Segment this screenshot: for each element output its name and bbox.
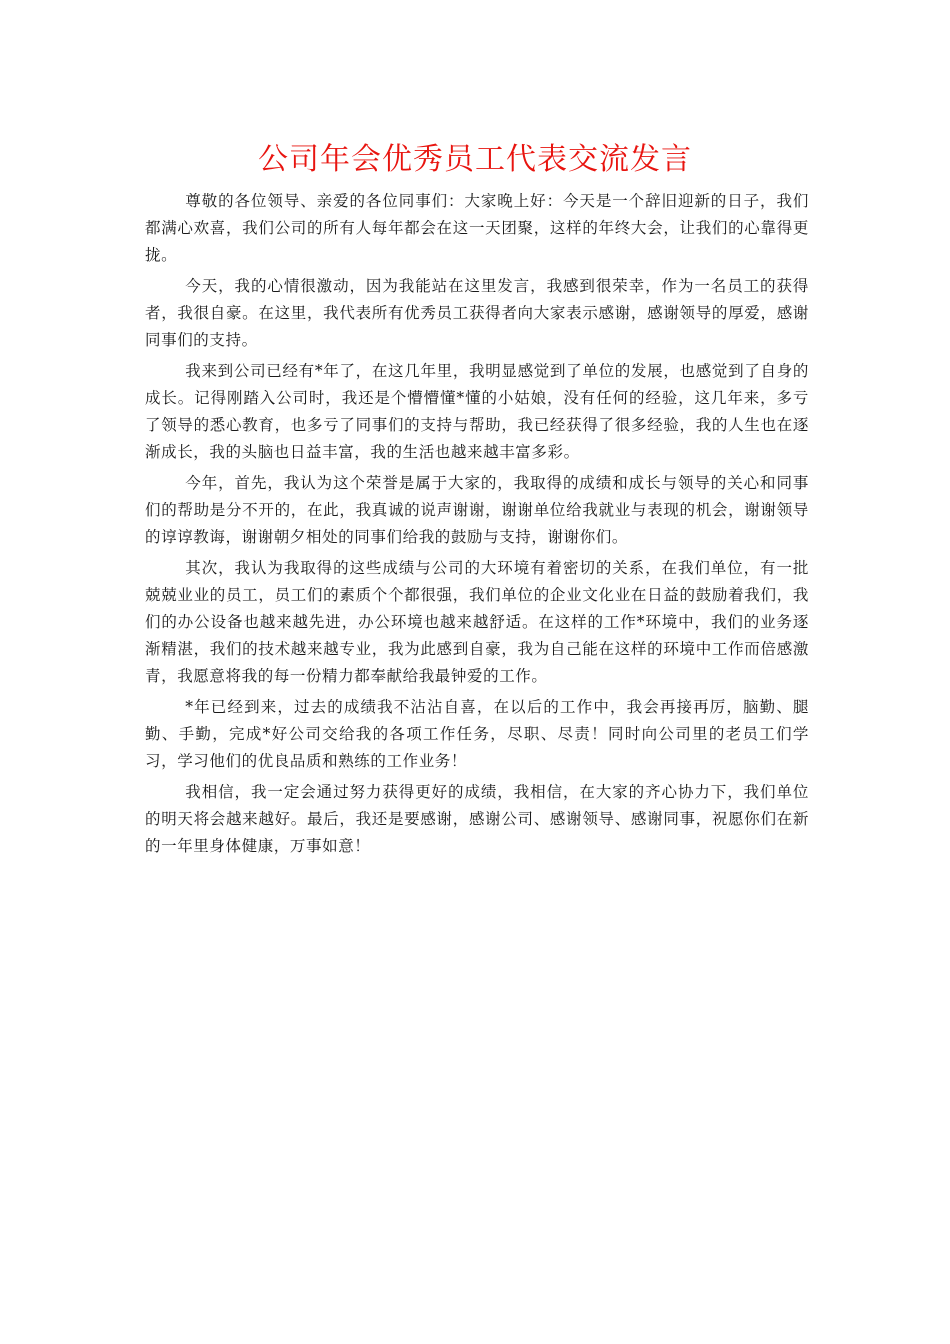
paragraph-4: 今年，首先，我认为这个荣誉是属于大家的，我取得的成绩和成长与领导的关心和同事们的帮助是分不开的，在此，我真诚的说声谢谢，谢谢单位给我就业与表现的机会，谢谢领导的谆谆教诲，谢谢朝夕相处的同事们给我的鼓励与支持，谢谢你们。: [145, 474, 809, 546]
document-body: [145, 188, 809, 864]
document-title: 公司年会优秀员工代表交流发言: [258, 142, 692, 177]
paragraph-6: *年已经到来，过去的成绩我不沾沾自喜，在以后的工作中，我会再接再厉，脑勤、腿勤、手勤，完成*好公司交给我的各项工作任务，尽职、尽责！同时向公司里的老员工们学习，学习他们的优良品质和熟练的工作业务！: [145, 698, 809, 770]
paragraph-2: 今天，我的心情很激动，因为我能站在这里发言，我感到很荣幸，作为一名员工的获得者，我很自豪。在这里，我代表所有优秀员工获得者向大家表示感谢，感谢领导的厚爱，感谢同事们的支持。: [145, 277, 809, 349]
paragraph-5: 其次，我认为我取得的这些成绩与公司的大环境有着密切的关系，在我们单位，有一批兢兢业业的员工，员工们的素质个个都很强，我们单位的企业文化业在日益的鼓励着我们，我们的办公设备也越来越先进，办公环境也越来越舒适。在这样的工作*环境中，我们的业务逐渐精湛，我们的技术越来越专业，我为此感到自豪，我为自己能在这样的环境中工作而倍感激青，我愿意将我的每一份精力都奉献给我最钟爱的工作。: [145, 559, 809, 685]
paragraph-3: 我来到公司已经有*年了，在这几年里，我明显感觉到了单位的发展，也感觉到了自身的成长。记得刚踏入公司时，我还是个懵懵懂*懂的小姑娘，没有任何的经验，这几年来，多亏了领导的悉心教育，也多亏了同事们的支持与帮助，我已经获得了很多经验，我的人生也在逐渐成长，我的头脑也日益丰富，我的生活也越来越丰富多彩。: [145, 362, 809, 461]
paragraph-1: 尊敬的各位领导、亲爱的各位同事们：大家晚上好：今天是一个辞旧迎新的日子，我们都满心欢喜，我们公司的所有人每年都会在这一天团聚，这样的年终大会，让我们的心靠得更拢。: [145, 192, 809, 264]
paragraph-7: 我相信，我一定会通过努力获得更好的成绩，我相信，在大家的齐心协力下，我们单位的明天将会越来越好。最后，我还是要感谢，感谢公司、感谢领导、感谢同事，祝愿你们在新的一年里身体健康，万事如意！: [145, 783, 809, 855]
